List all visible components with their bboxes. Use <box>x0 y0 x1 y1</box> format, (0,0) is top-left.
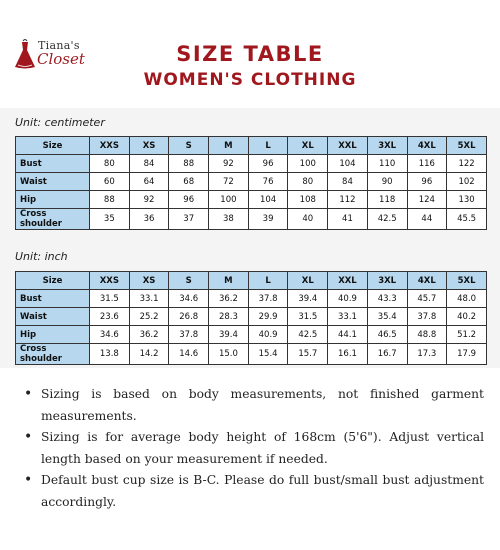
size-table-cm <box>15 136 487 230</box>
table-cell: 26.8 <box>169 308 209 326</box>
note-item: • Default bust cup size is B-C. Please do full bust/small bust adjustment accordingly. <box>22 470 484 513</box>
table-cell: 39.4 <box>288 290 328 308</box>
table-cell: 84 <box>129 155 169 173</box>
column-header: XL <box>288 137 328 155</box>
table-cell: 116 <box>407 155 447 173</box>
table-cell: 15.0 <box>209 344 249 365</box>
note-item: • Sizing is for average body height of 168cm (5'6"). Adjust vertical length based on your measurement if needed. <box>22 427 484 470</box>
table-row <box>16 326 487 344</box>
table-cell: 43.3 <box>367 290 407 308</box>
row-label: Cross shoulder <box>16 344 90 365</box>
table-cell: 13.8 <box>90 344 130 365</box>
table-cell: 37.8 <box>169 326 209 344</box>
table-cell: 44.1 <box>328 326 368 344</box>
table-cell: 88 <box>90 191 130 209</box>
page-subtitle: WOMEN'S CLOTHING <box>143 70 357 90</box>
table-cell: 100 <box>288 155 328 173</box>
table-cell: 96 <box>407 173 447 191</box>
row-label: Bust <box>16 155 90 173</box>
table-cell: 92 <box>209 155 249 173</box>
table-cell: 14.2 <box>129 344 169 365</box>
table-cell: 51.2 <box>447 326 487 344</box>
column-header: L <box>248 137 288 155</box>
table-cell: 102 <box>447 173 487 191</box>
table-cell: 45.5 <box>447 209 487 230</box>
table-cell: 31.5 <box>288 308 328 326</box>
table-cell: 130 <box>447 191 487 209</box>
table-cell: 38 <box>209 209 249 230</box>
table-cell: 40.2 <box>447 308 487 326</box>
table-cell: 46.5 <box>367 326 407 344</box>
column-header-size: Size <box>16 137 90 155</box>
table-row <box>16 209 487 230</box>
table-cell: 36 <box>129 209 169 230</box>
table-cell: 44 <box>407 209 447 230</box>
table-cell: 88 <box>169 155 209 173</box>
table-cell: 15.7 <box>288 344 328 365</box>
table-cell: 39 <box>248 209 288 230</box>
table-cell: 40.9 <box>248 326 288 344</box>
table-cell: 34.6 <box>90 326 130 344</box>
table-row <box>16 344 487 365</box>
table-cell: 37 <box>169 209 209 230</box>
table-cell: 25.2 <box>129 308 169 326</box>
table-cell: 35 <box>90 209 130 230</box>
column-header: 4XL <box>407 137 447 155</box>
table-cell: 96 <box>169 191 209 209</box>
column-header: 4XL <box>407 272 447 290</box>
column-header: XXS <box>90 137 130 155</box>
table-row <box>16 155 487 173</box>
column-header: 5XL <box>447 272 487 290</box>
table-cell: 100 <box>209 191 249 209</box>
column-header: XXL <box>328 137 368 155</box>
table-cell: 48.8 <box>407 326 447 344</box>
table-row <box>16 308 487 326</box>
row-label: Waist <box>16 308 90 326</box>
column-header: S <box>169 137 209 155</box>
sizing-notes <box>22 384 484 513</box>
note-item: • Sizing is based on body measurements, not finished garment measurements. <box>22 384 484 427</box>
table-cell: 45.7 <box>407 290 447 308</box>
table-cell: 14.6 <box>169 344 209 365</box>
logo-text-bottom: Closet <box>37 50 85 68</box>
column-header: XL <box>288 272 328 290</box>
table-cell: 40.9 <box>328 290 368 308</box>
table-cell: 17.9 <box>447 344 487 365</box>
row-label: Hip <box>16 191 90 209</box>
column-header: XXL <box>328 272 368 290</box>
table-cell: 118 <box>367 191 407 209</box>
table-cell: 76 <box>248 173 288 191</box>
table-cell: 42.5 <box>288 326 328 344</box>
column-header: XS <box>129 272 169 290</box>
table-cell: 48.0 <box>447 290 487 308</box>
table-cell: 122 <box>447 155 487 173</box>
row-label: Waist <box>16 173 90 191</box>
row-label: Cross shoulder <box>16 209 90 230</box>
table-cell: 39.4 <box>209 326 249 344</box>
column-header: 5XL <box>447 137 487 155</box>
column-header: 3XL <box>367 272 407 290</box>
table-cell: 35.4 <box>367 308 407 326</box>
table-cell: 40 <box>288 209 328 230</box>
column-header: XXS <box>90 272 130 290</box>
column-header: 3XL <box>367 137 407 155</box>
table-cell: 36.2 <box>209 290 249 308</box>
table-cell: 84 <box>328 173 368 191</box>
table-cell: 108 <box>288 191 328 209</box>
table-cell: 37.8 <box>407 308 447 326</box>
table-cell: 29.9 <box>248 308 288 326</box>
column-header: S <box>169 272 209 290</box>
table-cell: 17.3 <box>407 344 447 365</box>
row-label: Hip <box>16 326 90 344</box>
table-cell: 36.2 <box>129 326 169 344</box>
page-title: SIZE TABLE <box>176 42 324 66</box>
table-cell: 23.6 <box>90 308 130 326</box>
column-header: L <box>248 272 288 290</box>
table-cell: 104 <box>248 191 288 209</box>
table-cell: 96 <box>248 155 288 173</box>
size-table-inch <box>15 271 487 365</box>
table-cell: 80 <box>90 155 130 173</box>
table-cell: 112 <box>328 191 368 209</box>
table-row <box>16 173 487 191</box>
table-cell: 124 <box>407 191 447 209</box>
table-cell: 41 <box>328 209 368 230</box>
table-cell: 92 <box>129 191 169 209</box>
table-cell: 37.8 <box>248 290 288 308</box>
table-cell: 31.5 <box>90 290 130 308</box>
logo-text-top: Tiana's <box>38 39 80 52</box>
table-cell: 80 <box>288 173 328 191</box>
table-cell: 68 <box>169 173 209 191</box>
table-row <box>16 191 487 209</box>
table-cell: 42.5 <box>367 209 407 230</box>
table-row <box>16 290 487 308</box>
table-cell: 33.1 <box>328 308 368 326</box>
column-header: M <box>209 137 249 155</box>
table-cell: 110 <box>367 155 407 173</box>
table-cell: 16.7 <box>367 344 407 365</box>
table-cell: 90 <box>367 173 407 191</box>
table-cell: 28.3 <box>209 308 249 326</box>
table-cell: 33.1 <box>129 290 169 308</box>
unit-label-cm: Unit: centimeter <box>15 116 105 129</box>
table-cell: 16.1 <box>328 344 368 365</box>
unit-label-inch: Unit: inch <box>15 250 68 263</box>
table-cell: 104 <box>328 155 368 173</box>
table-cell: 60 <box>90 173 130 191</box>
row-label: Bust <box>16 290 90 308</box>
table-cell: 15.4 <box>248 344 288 365</box>
table-cell: 72 <box>209 173 249 191</box>
column-header: M <box>209 272 249 290</box>
column-header: XS <box>129 137 169 155</box>
table-cell: 64 <box>129 173 169 191</box>
page-header <box>0 0 500 108</box>
column-header-size: Size <box>16 272 90 290</box>
table-cell: 34.6 <box>169 290 209 308</box>
